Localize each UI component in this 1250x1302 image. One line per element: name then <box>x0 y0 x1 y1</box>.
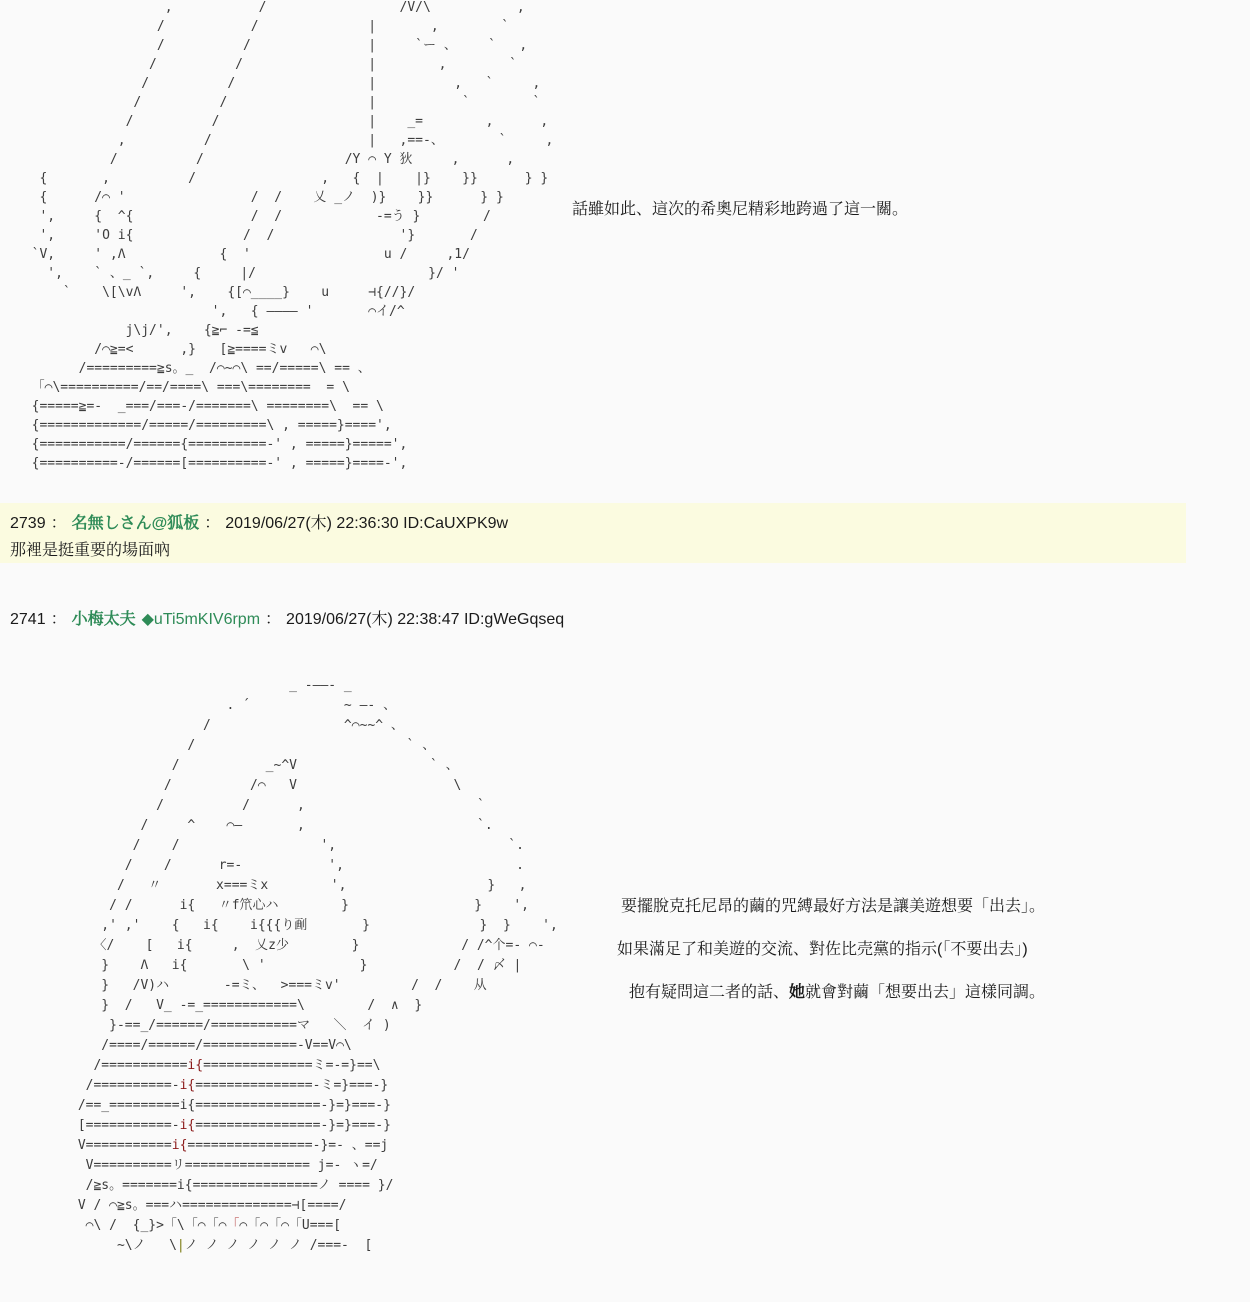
separator: ： <box>50 515 67 532</box>
post-id: ID:gWeGqseq <box>463 611 565 628</box>
post-number[interactable]: 2741 <box>10 611 46 628</box>
aa-narration-line-3: 抱有疑問這二者的話、她就會對繭「想要出去」這樣同調。 <box>629 984 1046 1001</box>
post-author-name: 小梅太夫 <box>71 611 136 628</box>
post-author-name: 名無しさん@狐板 <box>71 515 200 532</box>
aa-narration-line-2: 如果滿足了和美遊的交流、對佐比売黨的指示(「不要出去」) <box>617 941 1028 958</box>
post-2739-highlight <box>0 503 1186 563</box>
post-tripcode: ◆uTi5mKIV6rpm <box>141 611 261 628</box>
ascii-art-bottom: _ -――- _ . ´ ~ ―- 、 / ^⌒~~^ 、 / ` 、 / _~^V ` 、 / /⌒ V \ / / , ` / ^ ⌒― , `. / / ', `. / / r=- ', . / 〃 x===ミx ', } , / / i{ 〃f笊心ハ } } ', ,' ,' { i{ i{{{り㓰 } } } ', 〈/ [ i{ , 乂z少 } / /^个=- ⌒- } Λ i{ \ ' } / / 〆 | } /V)ハ -=ミ、 >===ミv' / / 从 } / V_ -=_============\ / ∧ } }-==_/======/===========マ ＼ イ ) /====/======/============-V==V⌒\ /===========i{==============ミ=-=}==\ /==========-i{===============-ミ=}===-} /==_=========i{================-}=}===-} [===========-i{================-}=}===-} V===========i{================-}=- 、==j V==========リ================ j=- ヽ=/ /≧s。=======i{================ノ ==== }/ V / ⌒≧s。===ハ==============⊣[====/ ⌒\ / {_}>「\「⌒「⌒「⌒「⌒「⌒「U===[ ~\ノ \|ノ ノ ノ ノ ノ ノ /===- [ <box>70 678 558 1253</box>
post-number[interactable]: 2739 <box>10 515 46 532</box>
ascii-art-top: , / /V/\ , / / | , ` / / | `ー 、 ` , / / | , ` / / | , ` , / / | ` ` / / | _= , , , / | ,==-、 ` , / / /Y ⌒ Y 狄 , , { , / , { | |} }} } } { /⌒ ' / / 乂 _ノ )} }} } } ', { ^{ / / -=う } / ', 'O i{ / / '} / `V, ' ,Λ { ' u / ,1/ ', ` 、_ `, { |/ }/ ' ` \[\vΛ ', {[⌒____} u ⊣{//}/ ', { ―――― ' ⌒イ/^ j\j/', {≧⌐ -=≦ /⌒≧=< ,} [≧====ミv ⌒\ /=========≧s。_ /⌒~⌒\ ==/=====\ == 、 「⌒\==========/==/====\ ===\======== = \ {=====≧=- _===/===-/=======\ ========\ == \ {=============/=====/=========\ , =====}====', {===========/======{==========-' , =====}=====', {==========-/======[==========-' , =====}====-', <box>16 0 554 471</box>
post-2741-header <box>10 606 564 629</box>
post-datetime: 2019/06/27(木) 22:38:47 <box>286 611 460 628</box>
post-datetime: 2019/06/27(木) 22:36:30 <box>225 515 399 532</box>
post-2739-header <box>10 510 1176 533</box>
aa-narration-line-1: 要擺脫克托尼昂的繭的咒縛最好方法是讓美遊想要「出去」。 <box>621 898 1046 915</box>
separator: ： <box>265 611 282 628</box>
separator: ： <box>50 611 67 628</box>
post-id: ID:CaUXPK9w <box>403 515 509 532</box>
separator: ： <box>204 515 221 532</box>
post-2739-body: 那裡是挺重要的場面吶 <box>10 542 171 559</box>
aa-dialogue-line: 話雖如此、這次的希奧尼精彩地跨過了這一關。 <box>572 201 909 218</box>
